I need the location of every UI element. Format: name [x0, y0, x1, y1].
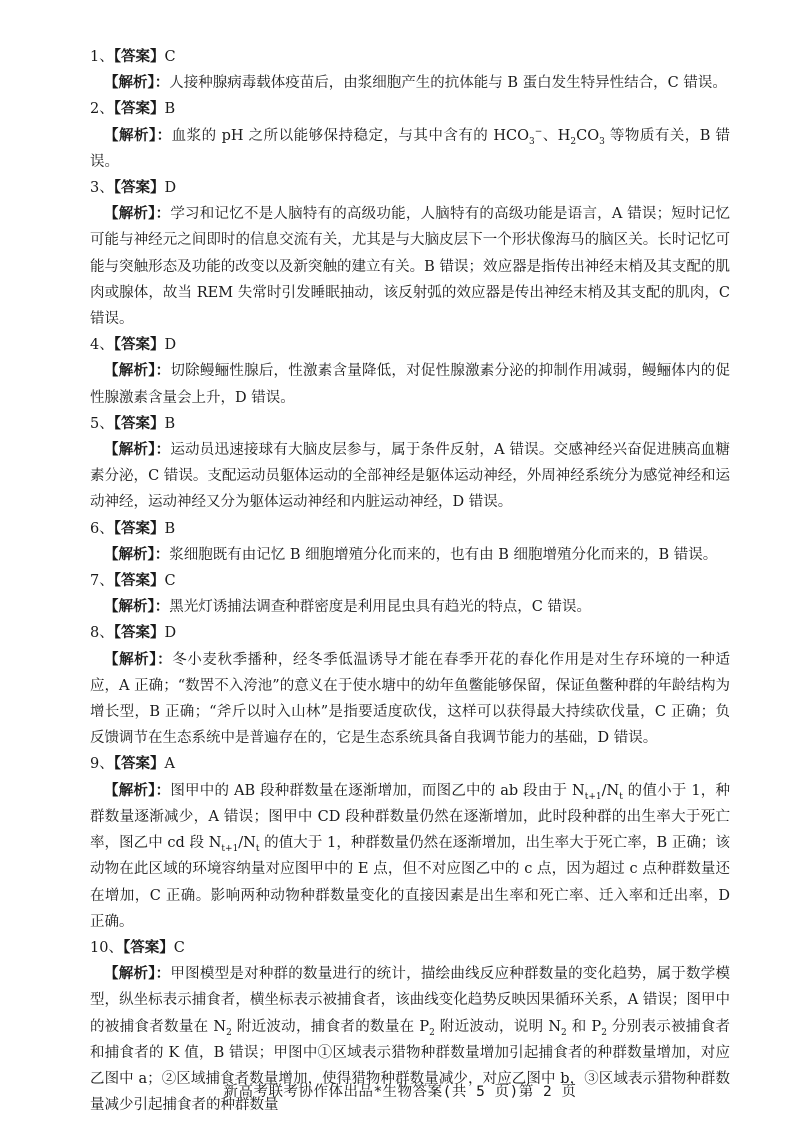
- answer-letter: D: [164, 180, 177, 197]
- question-number: 9、: [90, 756, 114, 773]
- subscript: t: [619, 791, 623, 802]
- analysis-paragraph: [90, 70, 730, 96]
- answer-label: 【答案】: [113, 755, 165, 773]
- subscript: 2: [570, 136, 577, 147]
- question-answer-line: [90, 44, 730, 70]
- analysis-label: 【解析】：: [104, 205, 171, 223]
- answer-label: 【答案】: [113, 48, 165, 65]
- answer-letter: C: [164, 49, 176, 65]
- question-answer-line: [90, 751, 730, 777]
- subscript: 2: [601, 1027, 607, 1038]
- question-number: 7、: [90, 573, 114, 590]
- answer-label: 【答案】: [122, 938, 174, 956]
- question-answer-line: [90, 568, 730, 594]
- question-number: 3、: [90, 180, 114, 197]
- analysis-label: 【解析】：: [104, 650, 173, 668]
- analysis-text: 分别表示被捕食者和捕食者的 K 值，B 错误；甲图中①区域表示猎物种群数量增加引起捕食者的种群数量增加，对应乙图中 a；②区域捕食者数量增加，使得猎物种群数量减少，对应乙图中 b，③区域表示猎物种群数量减少引起捕食者的种群数量: [90, 1018, 731, 1114]
- answer-letter: B: [164, 415, 176, 432]
- answer-label: 【答案】: [113, 572, 165, 590]
- analysis-paragraph: [90, 201, 730, 332]
- analysis-text: 运动员迅速接球有大脑皮层参与，属于条件反射，A 错误。交感神经兴奋促进胰高血糖素分泌，C 错误。支配运动员躯体运动的全部神经是躯体运动神经，外周神经系统分为感觉神经和运动神经，运动神经又分为躯体运动神经和内脏运动神经，D 错误。: [90, 442, 731, 511]
- analysis-paragraph: [90, 542, 730, 568]
- analysis-text: 的值大于 1，种群数量仍然在逐渐增加，出生率大于死亡率，B 正确；该动物在此区域的环境容纳量对应图甲中的 E 点，但不对应图乙中的 c 点，因为超过 c 点种群数量还在增加，C 正确。影响两种动物种群数量变化的直接因素是出生率和死亡率、迁入率和迁出率，D 正确。: [90, 835, 730, 930]
- analysis-label: 【解析】：: [104, 965, 171, 983]
- subscript: 3: [599, 136, 605, 147]
- question-answer-line: [90, 935, 730, 961]
- analysis-text: /N: [601, 782, 620, 799]
- subscript: t+1: [221, 843, 239, 854]
- answer-letter: C: [173, 939, 185, 956]
- answer-letter: B: [164, 101, 176, 118]
- page-footer: 新高考联考协作体出品*生物答案(共 5 页)第 2 页: [223, 1084, 577, 1100]
- analysis-text: 的值小于 1，种群数量逐渐减少，A 错误；图甲中 CD 段种群数量仍然在逐渐增加，此时段种群的出生率大于死亡率，图乙中 cd 段 N: [90, 782, 730, 852]
- analysis-text: 图甲中的 AB 段种群数量在逐渐增加，而图乙中的 ab 段由于 N: [170, 782, 585, 799]
- analysis-text: 、H: [542, 127, 571, 144]
- answer-label: 【答案】: [113, 179, 165, 197]
- analysis-label: 【解析】：: [104, 441, 171, 459]
- answer-letter: B: [164, 520, 176, 537]
- subscript: 2: [561, 1027, 567, 1038]
- question-number: 8、: [90, 625, 114, 642]
- question-number: 6、: [90, 520, 114, 537]
- question-number: 2、: [90, 101, 114, 118]
- analysis-paragraph: [90, 594, 730, 620]
- analysis-text: 甲图模型是对种群的数量进行的统计，描绘曲线反应种群数量的变化趋势，属于数学模型，纵坐标表示捕食者，横坐标表示被捕食者，该曲线变化趋势反映因果循环关系，A 错误；图甲中的被捕食者数量在 N: [90, 966, 731, 1035]
- analysis-text: 学习和记忆不是人脑特有的高级功能，人脑特有的高级功能是语言，A 错误；短时记忆可能与神经元之间即时的信息交流有关，尤其是与大脑皮层下一个形状像海马的脑区关。长时记忆可能与突触形态及功能的改变以及新突触的建立有关。B 错误；效应器是指传出神经末梢及其支配的肌肉或腺体，故当 REM 失常时引发睡眠抽动，该反射弧的效应器是传出神经末梢及其支配的肌肉，C 错误。: [90, 206, 731, 328]
- analysis-text: 附近波动，捕食者的数量在 P: [231, 1018, 430, 1035]
- analysis-text: 人接种腺病毒载体疫苗后，由浆细胞产生的抗体能与 B 蛋白发生特异性结合，C 错误。: [169, 75, 727, 92]
- analysis-paragraph: [90, 358, 730, 410]
- subscript: t: [255, 843, 260, 854]
- answer-letter: C: [164, 573, 176, 590]
- question-answer-line: [90, 620, 730, 646]
- answer-label: 【答案】: [113, 414, 165, 432]
- question-number: 1、: [90, 49, 114, 65]
- question-answer-line: [90, 96, 730, 122]
- analysis-text: 和 P: [566, 1018, 602, 1035]
- answer-letter: D: [164, 337, 177, 354]
- answer-letter: A: [164, 756, 175, 773]
- analysis-paragraph: [90, 123, 730, 175]
- answer-label: 【答案】: [113, 100, 165, 118]
- question-number: 4、: [90, 337, 114, 354]
- subscript: t+1: [584, 791, 602, 802]
- question-answer-line: [90, 175, 730, 201]
- analysis-text: 冬小麦秋季播种，经冬季低温诱导才能在春季开花的春化作用是对生存环境的一种适应，A 正确；“数罟不入洿池”的意义在于使水塘中的幼年鱼鳖能够保留，保证鱼鳖种群的年龄结构为增长型，B 正确；“斧斤以时入山林”是指要适度砍伐，这样可以获得最大持续砍伐量，C 正确；负反馈调节在生态系统中是普遍存在的，它是生态系统具备自我调节能力的基础，D 错误。: [90, 651, 731, 747]
- analysis-paragraph: [90, 647, 730, 752]
- subscript: 2: [429, 1027, 435, 1038]
- analysis-text: CO: [576, 127, 600, 144]
- analysis-label: 【解析】：: [104, 598, 170, 616]
- analysis-paragraph: [90, 437, 730, 516]
- question-number: 10、: [90, 939, 123, 956]
- analysis-label: 【解析】：: [104, 545, 170, 563]
- question-answer-line: [90, 516, 730, 542]
- answer-letter: D: [164, 625, 177, 642]
- answer-label: 【答案】: [113, 336, 165, 354]
- superscript: −: [534, 126, 543, 137]
- question-number: 5、: [90, 415, 114, 432]
- subscript: 2: [226, 1027, 232, 1038]
- analysis-text: 黑光灯诱捕法调查种群密度是利用昆虫具有趋光的特点，C 错误。: [169, 599, 591, 616]
- analysis-text: 血浆的 pH 之所以能够保持稳定，与其中含有的 HCO: [171, 127, 529, 144]
- analysis-label: 【解析】：: [104, 74, 170, 92]
- question-answer-line: [90, 411, 730, 437]
- analysis-text: 浆细胞既有由记忆 B 细胞增殖分化而来的，也有由 B 细胞增殖分化而来的，B 错误。: [169, 546, 718, 563]
- analysis-label: 【解析】：: [104, 362, 171, 380]
- answer-list: [90, 44, 730, 1118]
- analysis-text: 等物质有关，B 错误。: [90, 127, 731, 170]
- answer-label: 【答案】: [113, 519, 165, 537]
- analysis-label: 【解析】：: [104, 126, 172, 144]
- question-answer-line: [90, 332, 730, 358]
- analysis-text: 切除鳗鲡性腺后，性激素含量降低，对促性腺激素分泌的抑制作用减弱，鳗鲡体内的促性腺激素含量会上升，D 错误。: [90, 363, 731, 406]
- analysis-text: 附近波动，说明 N: [434, 1018, 562, 1035]
- analysis-label: 【解析】：: [104, 781, 171, 799]
- analysis-paragraph: [90, 778, 730, 935]
- subscript: 3: [528, 136, 535, 147]
- answer-label: 【答案】: [113, 624, 165, 642]
- analysis-text: /N: [238, 835, 256, 852]
